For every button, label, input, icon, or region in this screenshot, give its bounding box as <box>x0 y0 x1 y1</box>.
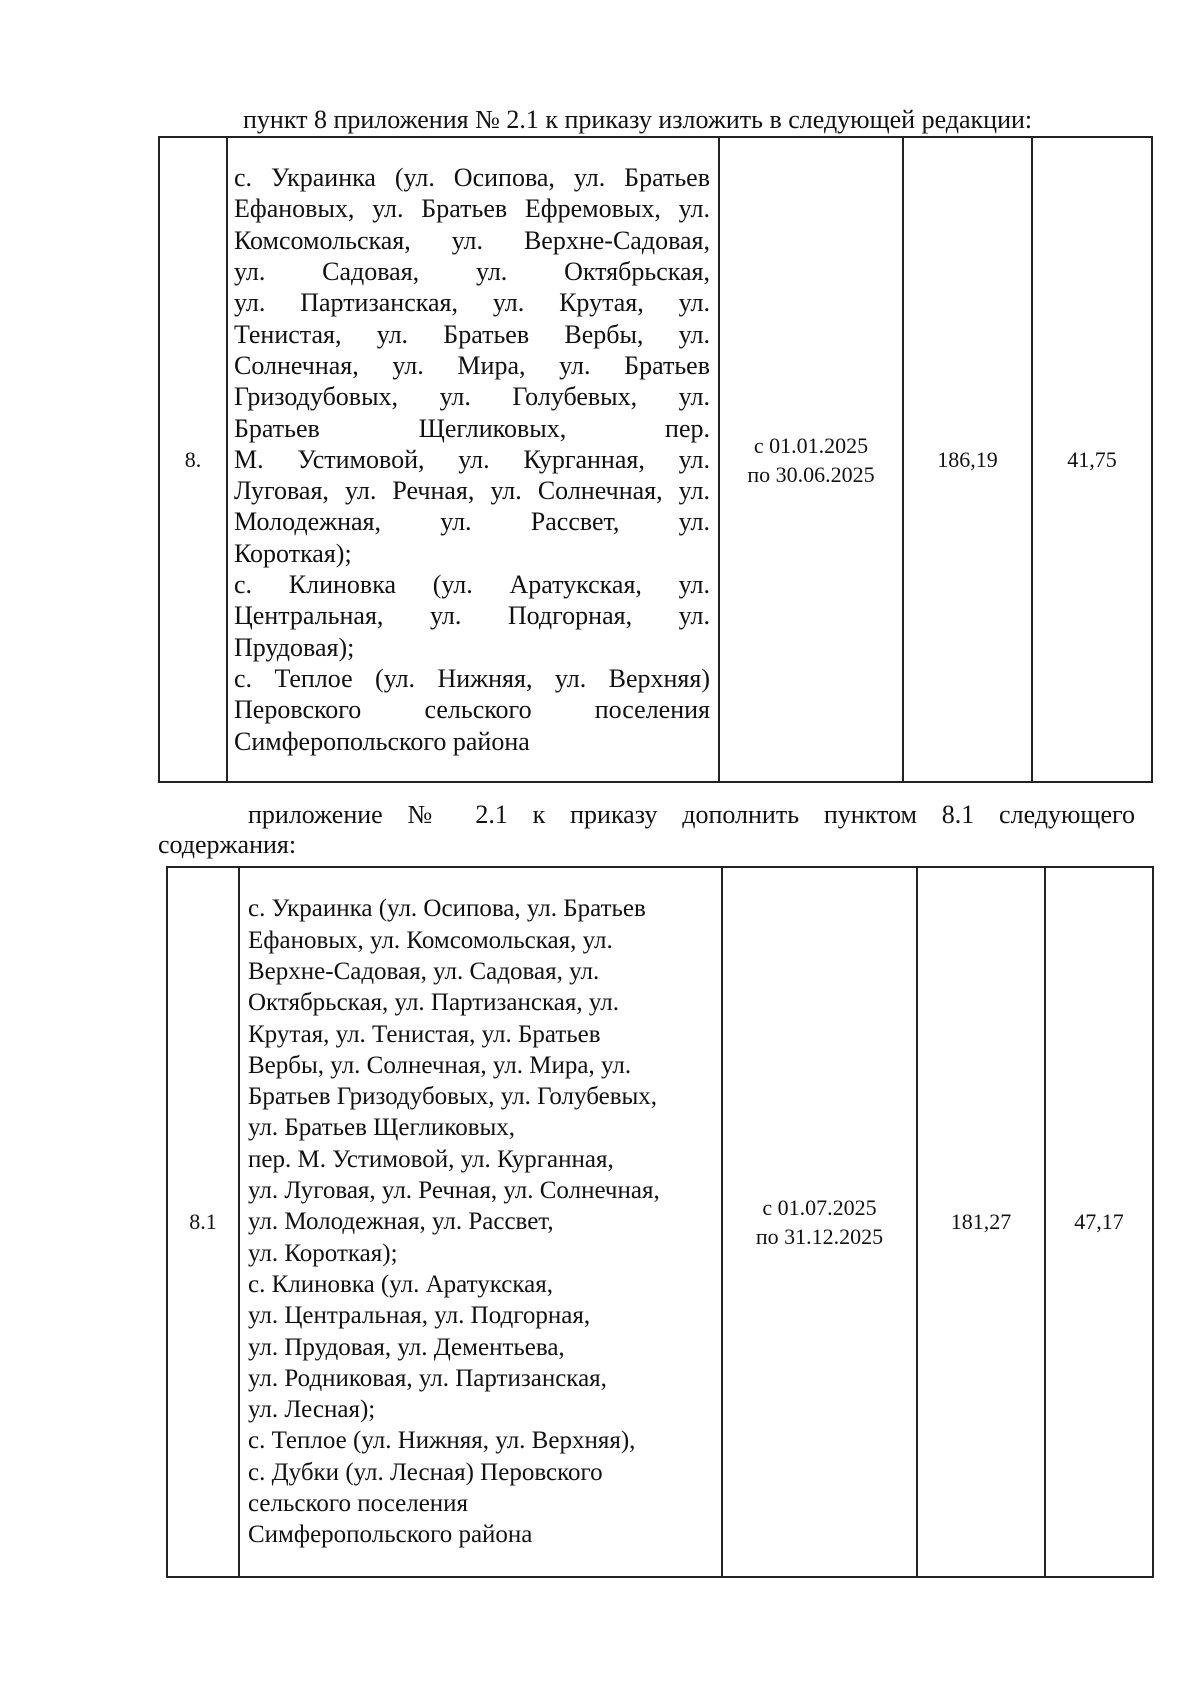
period-to: по 30.06.2025 <box>747 461 875 487</box>
description-line: Октябрьская, ул. Партизанская, ул. <box>248 989 619 1017</box>
item-number: 8. <box>159 137 227 782</box>
section2-paragraph-line1: приложение № 2.1 к приказу дополнить пунктом 8.1 следующего <box>248 800 1135 829</box>
description-line: Ефановых, ул. Братьев Ефремовых, ул. <box>234 194 710 224</box>
description-line: Симферопольского района <box>234 726 530 756</box>
description-line: Братьев Щегликовых, пер. <box>234 413 710 443</box>
description-line: пер. М. Устимовой, ул. Курганная, <box>248 1145 614 1173</box>
description-line: с. Украинка (ул. Осипова, ул. Братьев <box>248 895 646 923</box>
description-line: сельского поселения <box>248 1490 469 1518</box>
description-line: Братьев Гризодубовых, ул. Голубевых, <box>248 1083 658 1111</box>
description-line: Солнечная, ул. Мира, ул. Братьев <box>234 350 710 380</box>
value1-cell: 186,19 <box>903 137 1032 782</box>
description-line: Ефановых, ул. Комсомольская, ул. <box>248 926 613 954</box>
period-from: с 01.07.2025 <box>762 1195 877 1220</box>
period-to: по 31.12.2025 <box>755 1224 884 1249</box>
description-line: Тенистая, ул. Братьев Вербы, ул. <box>234 319 710 349</box>
settlement-streets-cell <box>239 867 722 1577</box>
description-line: Центральная, ул. Подгорная, ул. <box>234 601 710 631</box>
description-line: ул. Прудовая, ул. Дементьева, <box>248 1333 565 1361</box>
period-cell <box>719 137 903 782</box>
description-line: ул. Садовая, ул. Октябрьская, <box>234 257 710 287</box>
value2-cell: 41,75 <box>1032 137 1152 782</box>
section1-heading: пункт 8 приложения № 2.1 к приказу изложить в следующей редакции: <box>243 105 1033 134</box>
description-line: ул. Лесная); <box>248 1396 376 1424</box>
description-line: с. Украинка (ул. Осипова, ул. Братьев <box>234 163 710 193</box>
description-line: с. Клиновка (ул. Аратукская, <box>248 1270 553 1298</box>
item-number: 8.1 <box>167 867 239 1577</box>
description-line: ул. Партизанская, ул. Крутая, ул. <box>234 288 710 318</box>
period-from: с 01.01.2025 <box>753 432 869 458</box>
description-line: с. Теплое (ул. Нижняя, ул. Верхняя) <box>234 663 710 693</box>
description-line: ул. Центральная, ул. Подгорная, <box>248 1302 591 1330</box>
description-line: с. Теплое (ул. Нижняя, ул. Верхняя), <box>248 1427 636 1455</box>
description-line: Луговая, ул. Речная, ул. Солнечная, ул. <box>234 476 710 506</box>
description-line: Молодежная, ул. Рассвет, ул. <box>234 507 710 537</box>
description-line: ул. Луговая, ул. Речная, ул. Солнечная, <box>248 1177 660 1205</box>
description-line: Короткая); <box>234 538 352 568</box>
tariff-table-item-8-1 <box>166 866 1154 1578</box>
table-row <box>167 867 1153 1577</box>
value2-cell: 47,17 <box>1045 867 1153 1577</box>
description-line: М. Устимовой, ул. Курганная, ул. <box>234 444 710 474</box>
table-row <box>159 137 1152 782</box>
tariff-table-item-8 <box>158 136 1153 783</box>
value1-cell: 181,27 <box>917 867 1045 1577</box>
settlement-streets-cell <box>227 137 719 782</box>
section2-paragraph <box>158 800 1135 860</box>
description-line: Комсомольская, ул. Верхне-Садовая, <box>234 225 710 255</box>
description-line: Вербы, ул. Солнечная, ул. Мира, ул. <box>248 1051 632 1079</box>
description-line: с. Дубки (ул. Лесная) Перовского <box>248 1458 603 1486</box>
description-line: Верхне-Садовая, ул. Садовая, ул. <box>248 957 600 985</box>
description-line: Симферопольского района <box>248 1521 533 1549</box>
section2-paragraph-line2: содержания: <box>158 830 297 859</box>
period-cell <box>722 867 917 1577</box>
description-line: ул. Братьев Щегликовых, <box>248 1114 516 1142</box>
description-line: Перовского сельского поселения <box>234 695 710 725</box>
description-line: с. Клиновка (ул. Аратукская, ул. <box>234 570 710 600</box>
description-line: Гризодубовых, ул. Голубевых, ул. <box>234 382 710 412</box>
description-line: ул. Родниковая, ул. Партизанская, <box>248 1364 607 1392</box>
description-line: ул. Молодежная, ул. Рассвет, <box>248 1208 554 1236</box>
description-line: Прудовая); <box>234 632 355 662</box>
description-line: ул. Короткая); <box>248 1239 398 1267</box>
description-line: Крутая, ул. Тенистая, ул. Братьев <box>248 1020 601 1048</box>
